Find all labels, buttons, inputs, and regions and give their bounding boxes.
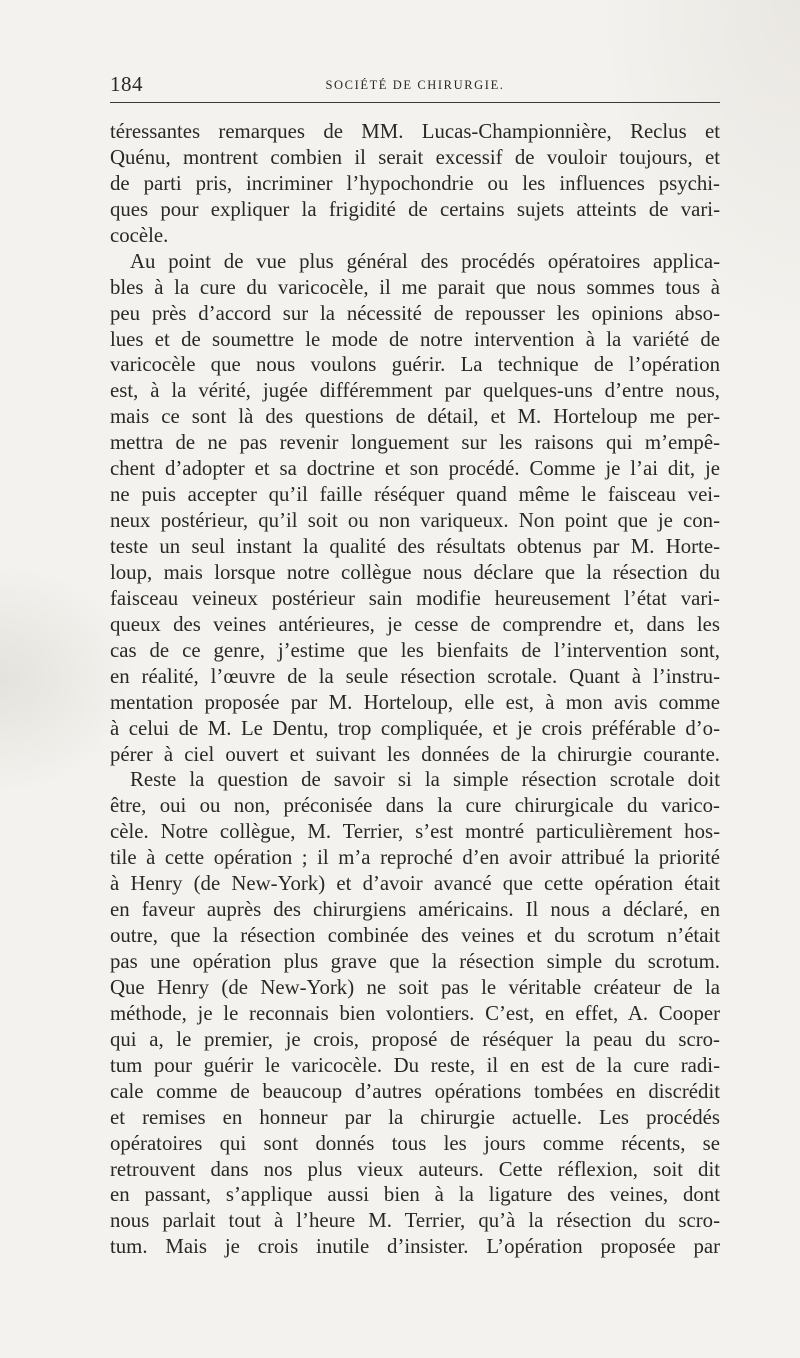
text-line: à Henry (de New-York) et d’avoir avancé que cette opération était xyxy=(110,872,720,896)
text-line: Que Henry (de New-York) ne soit pas le véritable créateur de la xyxy=(110,975,720,999)
text-line: en réalité, l’œuvre de la seule résection scrotale. Quant à l’instru- xyxy=(110,664,720,688)
text-line: lues et de soumettre le mode de notre intervention à la variété de xyxy=(110,327,720,351)
text-line: bles à la cure du varicocèle, il me parait que nous sommes tous à xyxy=(110,275,720,299)
running-title: SOCIÉTÉ DE CHIRURGIE. xyxy=(325,78,505,92)
text-line: faisceau veineux postérieur sain modifie heureusement l’état vari- xyxy=(110,586,720,610)
text-line: téressantes remarques de MM. Lucas-Championnière, Reclus et xyxy=(110,120,720,143)
text-line: pérer à ciel ouvert et suivant les données de la chirurgie courante. xyxy=(110,742,720,766)
text-line: à celui de M. Le Dentu, trop compliquée, et je crois préférable d’o- xyxy=(110,716,720,740)
text-line: opératoires qui sont donnés tous les jours comme récents, se xyxy=(110,1131,720,1155)
text-line: queux des veines antérieures, je cesse de comprendre et, dans les xyxy=(110,612,720,636)
text-line: ne puis accepter qu’il faille réséquer quand même le faisceau vei- xyxy=(110,483,720,507)
text-line: de parti pris, incriminer l’hypochondrie ou les influences psychi- xyxy=(110,171,720,195)
text-line: Reste la question de savoir si la simple résection scrotale doit xyxy=(130,768,720,792)
text-line: tum pour guérir le varicocèle. Du reste, il en est de la cure radi- xyxy=(110,1053,720,1077)
header-rule xyxy=(110,102,720,103)
text-line: en faveur auprès des chirurgiens américains. Il nous a déclaré, en xyxy=(110,898,720,922)
text-line: qui a, le premier, je crois, proposé de réséquer la peau du scro- xyxy=(110,1027,720,1051)
text-line: tum. Mais je crois inutile d’insister. L’opération proposée par xyxy=(110,1235,720,1259)
text-line: chent d’adopter et sa doctrine et son procédé. Comme je l’ai dit, je xyxy=(110,457,720,481)
running-head xyxy=(110,72,720,102)
text-line: retrouvent dans nos plus vieux auteurs. Cette réflexion, soit dit xyxy=(110,1157,720,1181)
text-line: varicocèle que nous voulons guérir. La technique de l’opération xyxy=(110,353,720,377)
text-line: méthode, je le reconnais bien volontiers. C’est, en effet, A. Cooper xyxy=(110,1001,720,1025)
text-line: Quénu, montrent combien il serait excessif de vouloir toujours, et xyxy=(110,145,720,169)
text-line: est, à la vérité, jugée différemment par quelques-uns d’entre nous, xyxy=(110,379,720,403)
text-line: mettra de ne pas revenir longuement sur les raisons qui m’empê- xyxy=(110,431,720,455)
text-line: Au point de vue plus général des procédés opératoires applica- xyxy=(130,249,720,273)
text-line: et remises en honneur par la chirurgie actuelle. Les procédés xyxy=(110,1105,720,1129)
text-line: nous parlait tout à l’heure M. Terrier, qu’à la résection du scro- xyxy=(110,1209,720,1233)
text-line: cas de ce genre, j’estime que les bienfaits de l’intervention sont, xyxy=(110,638,720,662)
text-line: être, oui ou non, préconisée dans la cure chirurgicale du varico- xyxy=(110,794,720,818)
text-line: en passant, s’applique aussi bien à la ligature des veines, dont xyxy=(110,1183,720,1207)
text-line: peu près d’accord sur la nécessité de repousser les opinions abso- xyxy=(110,301,720,325)
text-line: teste un seul instant la qualité des résultats obtenus par M. Horte- xyxy=(110,535,720,558)
text-line: cale comme de beaucoup d’autres opérations tombées en discrédit xyxy=(110,1079,720,1103)
text-line: tile à cette opération ; il m’a reproché d’en avoir attribué la priorité xyxy=(110,846,720,870)
text-line: outre, que la résection combinée des veines et du scrotum n’était xyxy=(110,924,720,948)
text-line: mentation proposée par M. Horteloup, elle est, à mon avis comme xyxy=(110,690,720,714)
text-line: cèle. Notre collègue, M. Terrier, s’est montré particulièrement hos- xyxy=(110,820,720,844)
text-line: loup, mais lorsque notre collègue nous déclare que la résection du xyxy=(110,560,720,584)
text-line: ques pour expliquer la frigidité de certains sujets atteints de vari- xyxy=(110,197,720,221)
text-line: neux postérieur, qu’il soit ou non variqueux. Non point que je con- xyxy=(110,509,720,533)
text-line: cocèle. xyxy=(110,223,169,247)
text-line: mais ce sont là des questions de détail, et M. Horteloup me per- xyxy=(110,405,720,429)
body-text xyxy=(110,119,720,1260)
page-number: 184 xyxy=(110,72,143,96)
text-line: pas une opération plus grave que la résection simple du scrotum. xyxy=(110,950,720,973)
